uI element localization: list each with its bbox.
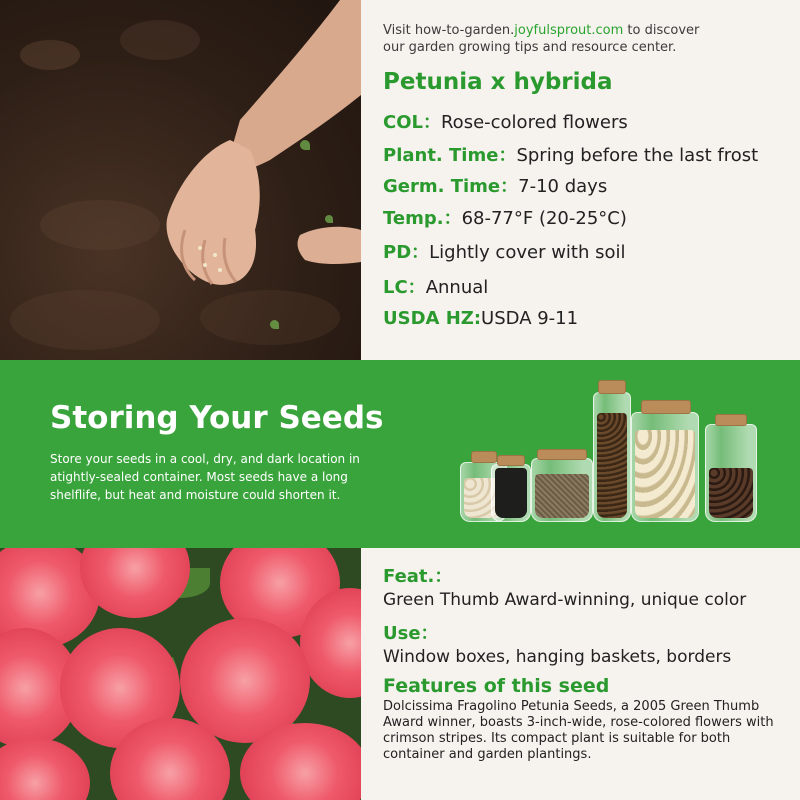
seed-jars-image	[455, 360, 765, 548]
jar	[593, 392, 631, 522]
spec-key: Temp.：	[383, 208, 462, 229]
storing-text: Store your seeds in a cool, dry, and dark location in atightly-sealed container. Most seeds have a long shelflife, but heat and moisture could shorten it.	[50, 452, 360, 502]
spec-key: Germ. Time：	[383, 176, 519, 197]
spec-row-usda	[383, 308, 578, 329]
spec-value: Lightly cover with soil	[429, 242, 626, 263]
jar-cork	[715, 414, 747, 426]
spec-row-germ-time	[383, 172, 607, 198]
spec-key: LC：	[383, 277, 426, 298]
jar	[531, 458, 593, 522]
jar-cork	[641, 400, 691, 414]
spec-key: USDA HZ:	[383, 308, 482, 329]
use-label: Use：	[383, 623, 439, 644]
jar	[491, 464, 531, 522]
use-value: Window boxes, hanging baskets, borders	[383, 647, 732, 667]
spec-row-lc	[383, 273, 488, 299]
spec-key: PD：	[383, 242, 430, 263]
spec-value: Rose-colored flowers	[440, 112, 628, 133]
spec-row-temp	[383, 204, 627, 230]
spec-key: Plant. Time：	[383, 145, 517, 166]
jar	[631, 412, 699, 522]
storing-title: Storing Your Seeds	[50, 400, 384, 436]
spec-row-col	[383, 108, 628, 134]
jar-cork	[537, 449, 587, 460]
jar	[705, 424, 757, 522]
species-name: Petunia x hybrida	[383, 69, 613, 95]
seed-features-text: Dolcissima Fragolino Petunia Seeds, a 2005 Green Thumb Award winner, boasts 3-inch-wide, rose-colored flowers with crimson stripes. Its compact plant is suitable for both container and garden plantings.	[383, 699, 774, 762]
jar-cork	[598, 380, 626, 394]
jar-cork	[471, 451, 497, 463]
features-panel	[383, 562, 788, 763]
petunia-flowers-photo	[0, 548, 361, 800]
visit-line2: our garden growing tips and resource center.	[383, 40, 677, 55]
visit-suffix: to discover	[623, 23, 700, 38]
spec-value: Spring before the last frost	[516, 145, 759, 166]
seed-features-label: Features of this seed	[383, 675, 610, 697]
plant-info-panel	[383, 22, 783, 335]
plant-info-section	[0, 0, 800, 360]
spec-value: 68-77°F (20-25°C)	[461, 208, 627, 229]
jar-cork	[497, 455, 525, 466]
spec-value: USDA 9-11	[481, 308, 579, 329]
feat-label: Feat.：	[383, 566, 453, 587]
spec-row-pd	[383, 238, 626, 264]
hand-illustration	[0, 0, 361, 360]
petunia-flower	[0, 738, 90, 800]
storing-seeds-band	[0, 360, 800, 548]
feat-value: Green Thumb Award-winning, unique color	[383, 590, 747, 610]
spec-value: Annual	[425, 277, 489, 298]
visit-notice	[383, 22, 783, 56]
spec-key: COL：	[383, 112, 441, 133]
soil-sowing-photo	[0, 0, 361, 360]
features-section	[0, 548, 800, 800]
spec-row-plant-time	[383, 141, 758, 167]
spec-list	[383, 95, 783, 335]
visit-prefix: Visit how-to-garden.	[383, 23, 515, 38]
spec-value: 7-10 days	[518, 176, 608, 197]
site-link[interactable]: joyfulsprout.com	[514, 23, 624, 38]
